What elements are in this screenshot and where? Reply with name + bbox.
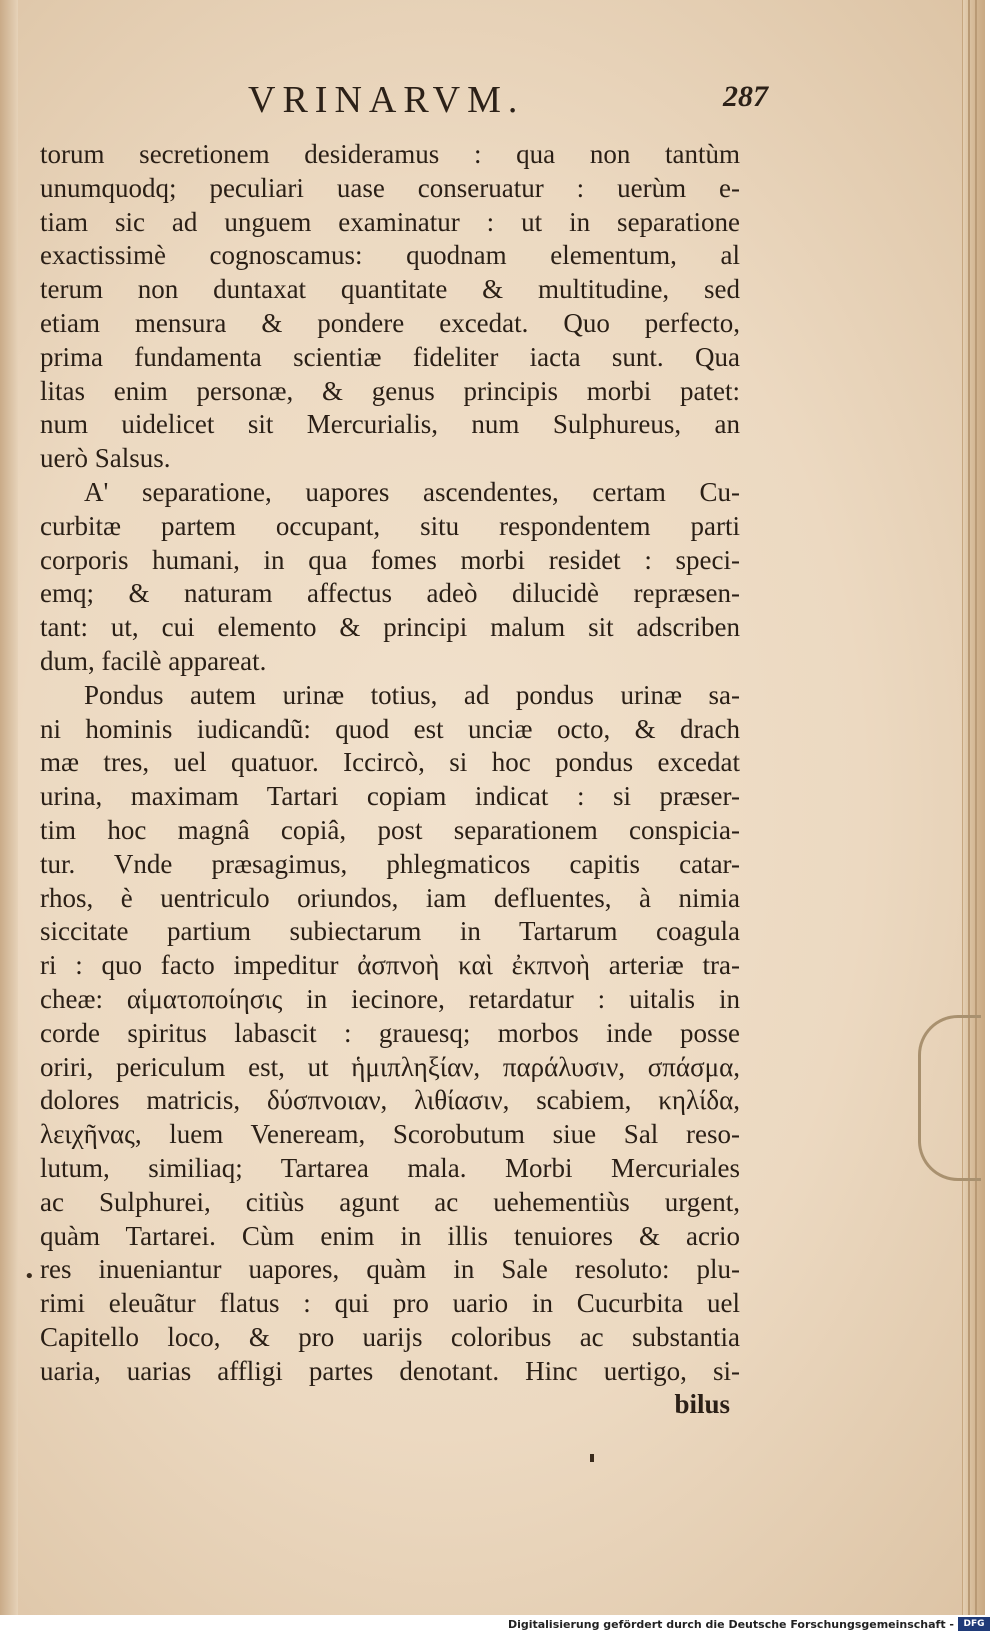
text-line: ri : quo facto impeditur ἀσπνοὴ καὶ ἐκπνοὴ arteriæ tra- [40, 950, 740, 981]
text-line: uaria, uarias affligi partes denotant. Hinc uertigo, si- [40, 1355, 740, 1386]
text-line: curbitæ partem occupant, situ respondentem parti [40, 510, 740, 541]
text-line: num uidelicet sit Mercurialis, num Sulphureus, an [40, 409, 740, 440]
text-line: tur. Vnde præsagimus, phlegmaticos capitis catar- [40, 848, 740, 879]
text-line: λειχῆνας, luem Veneream, Scorobutum siue Sal reso- [40, 1119, 740, 1150]
text-line: A' separatione, uapores ascendentes, certam Cu- [84, 476, 740, 507]
text-line: oriri, periculum est, ut ἡμιπληξίαν, παράλυσιν, σπάσμα, [40, 1051, 740, 1082]
text-line: tiam sic ad unguem examinatur : ut in separatione [40, 206, 740, 237]
text-line: ac Sulphurei, citiùs agunt ac uehementiùs urgent, [40, 1186, 740, 1217]
binding-gutter [0, 0, 18, 1615]
page-number: 287 [723, 80, 768, 113]
clasp-shadow [918, 1015, 981, 1181]
running-title: VRINARVM. [248, 79, 525, 121]
text-line: exactissimè cognoscamus: quodnam elementum, al [40, 240, 740, 271]
dfg-logo: DFG [958, 1617, 990, 1631]
text-line: Pondus autem urinæ totius, ad pondus urinæ sa- [84, 679, 740, 710]
text-line: tim hoc magnâ copiâ, post separationem conspicia- [40, 814, 740, 845]
text-line: rimi eleuãtur flatus : qui pro uario in Cucurbita uel [40, 1288, 740, 1319]
text-line: dolores matricis, δύσπνοιαν, λιθίασιν, scabiem, κηλίδα, [40, 1085, 740, 1116]
body-text [40, 138, 740, 1422]
text-line: lutum, similiaq; Tartarea mala. Morbi Mercuriales [40, 1152, 740, 1183]
margin-dot-mark: • [24, 1266, 35, 1287]
page-header [248, 78, 768, 130]
text-line: dum, facilè appareat. [40, 645, 267, 676]
text-line: siccitate partium subiectarum in Tartarum coagula [40, 916, 740, 947]
page-edge-line [968, 0, 970, 1615]
text-line: corporis humani, in qua fomes morbi residet : speci- [40, 544, 740, 575]
ink-mark [590, 1454, 594, 1462]
text-line: etiam mensura & pondere excedat. Quo perfecto, [40, 307, 740, 338]
text-line: emq; & naturam affectus adeò dilucidè repræsen- [40, 578, 740, 609]
text-line: quàm Tartarei. Cùm enim in illis tenuiores & acrio [40, 1220, 740, 1251]
text-line: torum secretionem desideramus : qua non tantùm [40, 139, 740, 169]
catchword: bilus [674, 1389, 730, 1420]
text-line: Capitello loco, & pro uarijs coloribus ac substantia [40, 1321, 740, 1352]
text-line: res inueniantur uapores, quàm in Sale resoluto: plu- [40, 1254, 740, 1285]
text-line: cheæ: αἱματοποίησις in iecinore, retardatur : uitalis in [40, 983, 740, 1014]
page-edge [962, 0, 985, 1615]
text-line: corde spiritus labascit : grauesq; morbos inde posse [40, 1017, 740, 1048]
text-line: ni hominis iudicandũ: quod est unciæ octo, & drach [40, 713, 740, 744]
text-line: tant: ut, cui elemento & principi malum sit adscriben [40, 612, 740, 643]
funding-credit: Digitalisierung gefördert durch die Deutsche Forschungsgemeinschaft - [507, 1618, 954, 1631]
text-line: litas enim personæ, & genus principis morbi patet: [40, 375, 740, 406]
text-line: urina, maximam Tartari copiam indicat : si præser- [40, 781, 740, 812]
text-line: unumquodq; peculiari uase conseruatur : uerùm e- [40, 172, 740, 203]
text-line: uerò Salsus. [40, 443, 171, 474]
page-edge-line [975, 0, 977, 1615]
text-line: rhos, è uentriculo oriundos, iam defluentes, à nimia [40, 882, 740, 913]
digitization-footer [0, 1615, 1000, 1635]
text-line: mæ tres, uel quatuor. Iccircò, si hoc pondus excedat [40, 747, 740, 778]
text-line: prima fundamenta scientiæ fideliter iacta sunt. Qua [40, 341, 740, 372]
text-line: terum non duntaxat quantitate & multitudine, sed [40, 274, 740, 305]
